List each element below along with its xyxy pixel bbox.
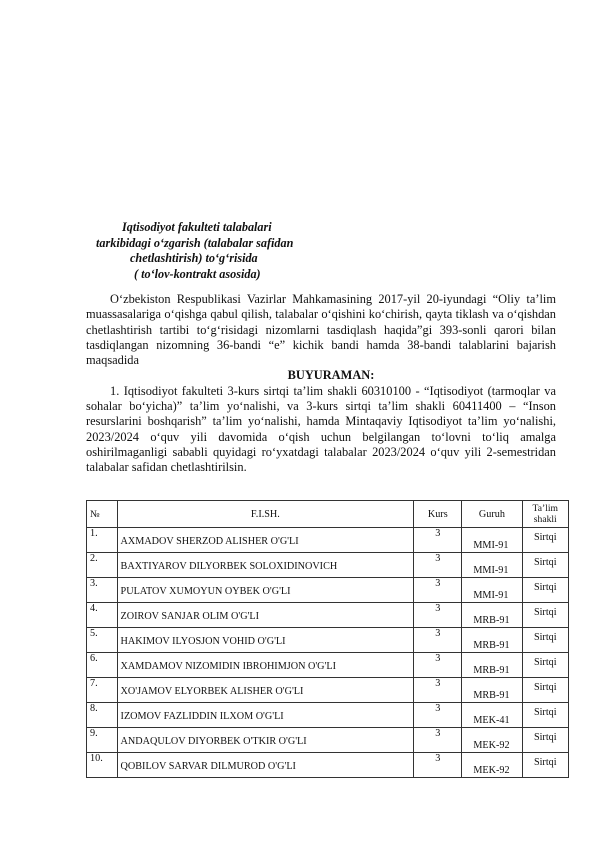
header-study-form: Ta’lim shakli [522, 501, 568, 528]
name-text: XAMDAMOV NIZOMIDIN IBROHIMJON O'G'LI [120, 661, 336, 672]
cell-course: 3 [414, 553, 462, 578]
title-line: Iqtisodiyot fakulteti talabalari [122, 220, 272, 234]
cell-full-name [117, 578, 414, 603]
cell-full-name [117, 703, 414, 728]
cell-group [462, 678, 522, 703]
cell-full-name [117, 528, 414, 553]
students-table [86, 500, 569, 778]
group-text: MMI-91 [473, 590, 509, 601]
cell-course: 3 [414, 628, 462, 653]
cell-group [462, 703, 522, 728]
group-text: MMI-91 [473, 540, 509, 551]
header-number: № [87, 501, 118, 528]
cell-group [462, 578, 522, 603]
cell-group [462, 753, 522, 778]
order-paragraph: 1. Iqtisodiyot fakulteti 3-kurs sirtqi ta’lim shakli 60310100 - “Iqtisodiyot (tarmoqlar va sohalar bo‘yicha)” ta’lim yo‘nalishi, va 3-kurs sirtqi ta’lim shakli 60411400 – “Inson resurslarini boshqarish” ta’lim yo‘nalishi, hamda Mintaqaviy Iqtisodiyot ta’lim yo‘nalishi, 2023/2024 o‘quv yili davomida o‘qish uchun belgilangan to‘lovni to‘liq amalga oshirilmaganligi sababli quyidagi ro‘yxatdagi talabalar 2023/2024 o‘quv yili 2-semestridan talabalar safidan chetlashtirilsin. [86, 383, 556, 475]
group-text: MEK-92 [473, 765, 510, 776]
name-text: AXMADOV SHERZOD ALISHER O'G'LI [120, 536, 299, 547]
cell-full-name [117, 603, 414, 628]
cell-course: 3 [414, 678, 462, 703]
cell-number: 1. [87, 528, 118, 553]
cell-number: 9. [87, 728, 118, 753]
group-text: MRB-91 [473, 690, 510, 701]
cell-full-name [117, 653, 414, 678]
cell-number: 5. [87, 628, 118, 653]
table-row [87, 553, 569, 578]
cell-study-form [522, 678, 568, 703]
title-line: tarkibidagi o‘zgarish (talabalar safidan [96, 235, 294, 250]
cell-full-name [117, 728, 414, 753]
document-body [86, 292, 556, 476]
cell-group [462, 528, 522, 553]
table-header-row [87, 501, 569, 528]
name-text: BAXTIYAROV DILYORBEK SOLOXIDINOVICH [120, 561, 338, 572]
study-form-text: Sirtqi [533, 757, 557, 768]
document-title [90, 220, 320, 282]
name-text: PULATOV XUMOYUN OYBEK O'G'LI [120, 586, 291, 597]
cell-study-form [522, 578, 568, 603]
cell-group [462, 553, 522, 578]
cell-number: 2. [87, 553, 118, 578]
title-line: ( to‘lov-kontrakt asosida) [134, 266, 261, 281]
study-form-text: Sirtqi [533, 682, 557, 693]
cell-group [462, 653, 522, 678]
group-text: MRB-91 [473, 665, 510, 676]
name-text: HAKIMOV ILYOSJON VOHID O'G'LI [120, 636, 286, 647]
group-text: MRB-91 [473, 615, 510, 626]
table-row [87, 528, 569, 553]
cell-number: 6. [87, 653, 118, 678]
cell-number: 7. [87, 678, 118, 703]
name-text: IZOMOV FAZLIDDIN ILXOM O'G'LI [120, 711, 284, 722]
study-form-text: Sirtqi [533, 657, 557, 668]
cell-course: 3 [414, 578, 462, 603]
cell-group [462, 628, 522, 653]
cell-study-form [522, 553, 568, 578]
cell-full-name [117, 753, 414, 778]
cell-number: 4. [87, 603, 118, 628]
cell-group [462, 603, 522, 628]
cell-study-form [522, 603, 568, 628]
order-heading: BUYURAMAN: [287, 368, 375, 383]
cell-course: 3 [414, 753, 462, 778]
study-form-text: Sirtqi [533, 557, 557, 568]
header-course: Kurs [414, 501, 462, 528]
study-form-text: Sirtqi [533, 532, 557, 543]
cell-number: 10. [87, 753, 118, 778]
study-form-text: Sirtqi [533, 732, 557, 743]
name-text: XO'JAMOV ELYORBEK ALISHER O'G'LI [120, 686, 304, 697]
header-full-name: F.I.SH. [117, 501, 414, 528]
cell-study-form [522, 728, 568, 753]
cell-study-form [522, 653, 568, 678]
title-line: chetlashtirish) to‘g‘risida [130, 251, 258, 266]
name-text: ANDAQULOV DIYORBEK O'TKIR O'G'LI [120, 736, 307, 747]
header-group: Guruh [462, 501, 522, 528]
table-row [87, 628, 569, 653]
cell-full-name [117, 553, 414, 578]
study-form-text: Sirtqi [533, 607, 557, 618]
cell-number: 8. [87, 703, 118, 728]
preamble-paragraph: O‘zbekiston Respublikasi Vazirlar Mahkamasining 2017-yil 20-iyundagi “Oliy ta’lim muassasalariga o‘qishga qabul qilish, talabalar o‘qishini ko‘chirish, qayta tiklash va o‘qishdan chetlashtirish tartibi to‘g‘risidagi nizomlarni tasdiqlash haqida”gi 393-sonli qarori bilan tasdiqlangan nizomning 36-bandi “e” kichik bandi hamda 38-bandi talablarini bajarish maqsadida [86, 292, 556, 368]
table-row [87, 603, 569, 628]
cell-course: 3 [414, 703, 462, 728]
cell-study-form [522, 528, 568, 553]
cell-study-form [522, 753, 568, 778]
cell-study-form [522, 628, 568, 653]
cell-group [462, 728, 522, 753]
table-row [87, 728, 569, 753]
cell-course: 3 [414, 728, 462, 753]
group-text: MRB-91 [473, 640, 510, 651]
cell-course: 3 [414, 653, 462, 678]
cell-study-form [522, 703, 568, 728]
name-text: ZOIROV SANJAR OLIM O'G'LI [120, 611, 260, 622]
table-row [87, 678, 569, 703]
cell-course: 3 [414, 603, 462, 628]
cell-course: 3 [414, 528, 462, 553]
group-text: MMI-91 [473, 565, 509, 576]
table-row [87, 653, 569, 678]
table-row [87, 753, 569, 778]
study-form-text: Sirtqi [533, 632, 557, 643]
name-text: QOBILOV SARVAR DILMUROD O'G'LI [120, 761, 296, 772]
table-row [87, 703, 569, 728]
study-form-text: Sirtqi [533, 707, 557, 718]
cell-full-name [117, 678, 414, 703]
study-form-text: Sirtqi [533, 582, 557, 593]
cell-number: 3. [87, 578, 118, 603]
group-text: MEK-41 [473, 715, 510, 726]
cell-full-name [117, 628, 414, 653]
group-text: MEK-92 [473, 740, 510, 751]
table-row [87, 578, 569, 603]
